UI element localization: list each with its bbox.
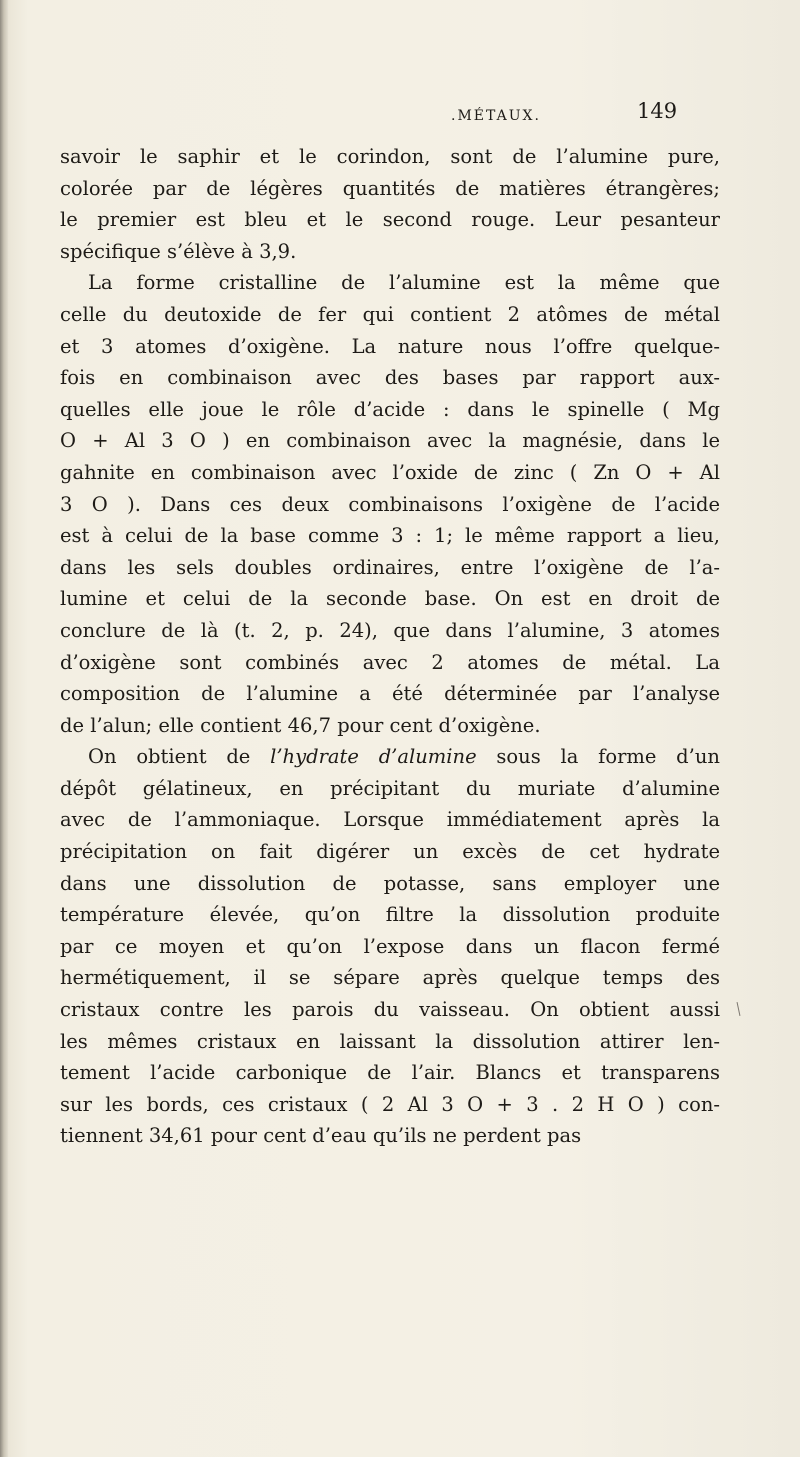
text-line: O + Al 3 O ) en combinaison avec la magnésie, dans le (60, 429, 720, 453)
running-title: .MÉTAUX. (451, 108, 541, 124)
text-line: dans une dissolution de potasse, sans employer une (60, 871, 720, 895)
running-head (0, 94, 800, 134)
paragraph-first-line (60, 741, 720, 773)
text-line: quelles elle joue le rôle d’acide : dans le spinelle ( Mg (60, 397, 720, 421)
body-text (60, 141, 720, 1152)
text-line: et 3 atomes d’oxigène. La nature nous l’offre quelque- (60, 334, 720, 358)
text-line: tement l’acide carbonique de l’air. Blancs et transparens (60, 1061, 720, 1085)
text-line: cristaux contre les parois du vaisseau. On obtient aussi (60, 998, 720, 1022)
text-line: les mêmes cristaux en laissant la dissolution attirer len- (60, 1029, 720, 1053)
text-line: 3 O ). Dans ces deux combinaisons l’oxigène de l’acide (60, 492, 720, 516)
text-line: dans les sels doubles ordinaires, entre l’oxigène de l’a- (60, 555, 720, 579)
text-line: savoir le saphir et le corindon, sont de l’alumine pure, (60, 145, 720, 168)
text-line: conclure de là (t. 2, p. 24), que dans l’alumine, 3 atomes (60, 618, 720, 642)
text-line: avec de l’ammoniaque. Lorsque immédiatement après la (60, 808, 720, 832)
paragraph-first-line: La forme cristalline de l’alumine est la même que (88, 271, 720, 295)
hydrate-term: l’hydrate d’alumine (270, 745, 477, 769)
text-line: hermétiquement, il se sépare après quelque temps des (60, 966, 720, 990)
text-line: fois en combinaison avec des bases par rapport aux- (60, 366, 720, 390)
hydrate-line-before: On obtient de (88, 745, 271, 769)
text-line: sur les bords, ces cristaux ( 2 Al 3 O + 3 . 2 H O ) con- (60, 1092, 720, 1116)
text-line: lumine et celui de la seconde base. On est en droit de (60, 587, 720, 611)
ink-speck (737, 1002, 741, 1016)
text-line: d’oxigène sont combinés avec 2 atomes de métal. La (60, 650, 720, 674)
page-number: 149 (637, 99, 678, 123)
text-line: de l’alun; elle contient 46,7 pour cent d’oxigène. (60, 713, 541, 737)
text-line: le premier est bleu et le second rouge. Leur pesanteur (60, 208, 720, 232)
text-line: composition de l’alumine a été déterminée par l’analyse (60, 682, 720, 706)
text-line: par ce moyen et qu’on l’expose dans un flacon fermé (60, 934, 720, 958)
text-line: température élevée, qu’on filtre la dissolution produite (60, 903, 720, 927)
text-line: colorée par de légères quantités de matières étrangères; (60, 176, 720, 200)
text-line: spécifique s’élève à 3,9. (60, 239, 297, 263)
text-line: dépôt gélatineux, en précipitant du muriate d’alumine (60, 776, 720, 800)
text-line: gahnite en combinaison avec l’oxide de zinc ( Zn O + Al (60, 460, 720, 484)
page-binding-edge (0, 0, 8, 1457)
text-line: précipitation on fait digérer un excès de cet hydrate (60, 840, 720, 864)
text-line: tiennent 34,61 pour cent d’eau qu’ils ne perdent pas (60, 1124, 582, 1148)
text-line: celle du deutoxide de fer qui contient 2 atômes de métal (60, 302, 720, 326)
text-line: est à celui de la base comme 3 : 1; le même rapport a lieu, (60, 524, 720, 548)
hydrate-line-after: sous la forme d’un (476, 745, 720, 769)
